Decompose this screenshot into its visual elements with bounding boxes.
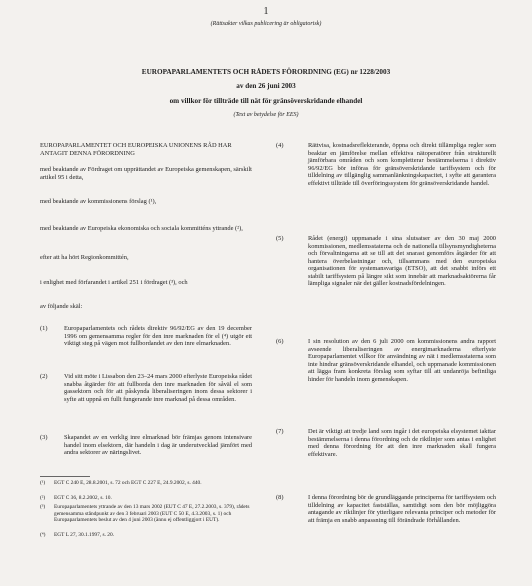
footnote-marker: (¹) xyxy=(40,480,46,486)
footnote-text: EGT L 27, 30.1.1997, s. 20. xyxy=(54,532,115,538)
recital-number: (3) xyxy=(40,434,48,441)
recital-text: Rättvisa, kostnadsreflekterande, öppna och direkt tillämpliga regler som beaktar en jämförelse mellan effektiva nätoperatörer från strukturellt jämförbara områden och som kompletterar bestämmelserna i direktiv 96/92/EG bör införas för gränsöverskridande tariffsystem och för tilldelning av tillgänglig sammanlänkningskapacitet, i syfte att garantera effektivt tillträde till överföringssystem för gränsöverskridande handel. xyxy=(308,142,496,187)
recital-text: Det är viktigt att tredje land som ingår i det europeiska elsystemet iakttar bestämmelserna i denna förordning och de riktlinjer som antas i enlighet med denna förordning för att den inre marknaden skall fungera effektivare. xyxy=(308,428,496,458)
recital-number: (6) xyxy=(276,338,284,345)
page-number: 1 xyxy=(263,6,269,17)
recital-number: (7) xyxy=(276,428,284,435)
footnote-marker: (³) xyxy=(40,504,46,510)
footnote-marker: (²) xyxy=(40,495,46,501)
recital-number: (1) xyxy=(40,325,48,332)
footnote-separator xyxy=(40,476,90,477)
recital-number: (4) xyxy=(276,142,284,149)
regulation-subject: om villkor för tillträde till nät för gränsöverskridande elhandel xyxy=(169,97,363,105)
recital-text: I sin resolution av den 6 juli 2000 om kommissionens andra rapport avseende liberaliseringen av energimarknaderna efterlyste Europaparlamentet villkor för användning av nät i medlemsstaterna som inte hindrar gränsöverskridande elhandel, och uppmanade kommissionen att lägga fram konkreta förslag som syftar till att undanröja befintliga hinder för handeln inom gemenskapen. xyxy=(308,338,496,383)
regulation-date: av den 26 juni 2003 xyxy=(236,82,296,90)
eea-relevance-note: (Text av betydelse för EES) xyxy=(233,112,299,118)
recital-number: (8) xyxy=(276,494,284,501)
citation-proposal: med beaktande av kommissionens förslag (¹), xyxy=(40,198,157,205)
citation-treaty: med beaktande av Fördraget om upprättandet av Europeiska gemenskapen, särskilt artikel 95 i detta, xyxy=(40,166,252,181)
recital-text: I denna förordning bör de grundläggande principerna för tariffsystem och tilldelning av kapacitet fastställas, samtidigt som den bör möjliggöra antagande av riktlinjer för ytterligare relevanta principer och metoder för att främja en snabb anpassning till förändrade förhållanden. xyxy=(308,494,496,524)
regulation-title: EUROPAPARLAMENTETS OCH RÅDETS FÖRORDNING (EG) nr 1228/2003 xyxy=(141,68,391,76)
recital-number: (5) xyxy=(276,235,284,242)
footnote-text: Europaparlamentets yttrande av den 13 mars 2002 (EUT C 47 E, 27.2.2003, s. 379), rådets gemensamma ståndpunkt av den 3 februari 2003 (EUT C 50 E, 4.3.2003, s. 1) och Europaparlamentets beslut av den 4 juni 2003 (ännu ej offentliggjort i EUT). xyxy=(54,504,250,524)
citation-regions: efter att ha hört Regionkommittén, xyxy=(40,254,129,261)
recital-text: Vid sitt möte i Lissabon den 23–24 mars 2000 efterlyste Europeiska rådet snabba åtgärder för att fullborda den inre marknaden för såväl el som gassektorn och för att påskynda liberaliseringen inom dessa sektorer i syfte att uppnå en fullt fungerande inre marknad på dessa områden. xyxy=(64,373,252,403)
publication-tag: (Rättsakter vilkas publicering är obligatorisk) xyxy=(210,21,322,27)
citation-procedure: i enlighet med förfarandet i artikel 251 i fördraget (³), och xyxy=(40,279,188,286)
preamble-intro: EUROPAPARLAMENTET OCH EUROPEISKA UNIONENS RÅD HAR ANTAGIT DENNA FÖRORDNING xyxy=(40,142,232,157)
footnote-marker: (⁴) xyxy=(40,532,46,538)
footnote-text: EGT C 36, 8.2.2002, s. 10. xyxy=(54,495,112,501)
citation-esc: med beaktande av Europeiska ekonomiska och sociala kommitténs yttrande (²), xyxy=(40,225,243,232)
recital-number: (2) xyxy=(40,373,48,380)
footnote-text: EGT C 240 E, 28.8.2001, s. 72 och EGT C 227 E, 24.9.2002, s. 440. xyxy=(54,480,202,486)
recital-text: Rådet (energi) uppmanade i sina slutsatser av den 30 maj 2000 kommissionen, medlemsstaterna och de nationella tillsynsmyndigheterna och förvaltningarna att se till att det snarast genomförs åtgärder för att hantera överbelastningar och, tillsammans med den europeiska organisationen för systemansvariga (ETSO), att det snabbt införs ett stabilt tariffsystem på längre sikt som innebär att marknadsaktörerna får lämpliga signaler när det gäller kostnadsfördelningen. xyxy=(308,235,496,287)
recitals-intro: av följande skäl: xyxy=(40,303,83,310)
recital-text: Europaparlamentets och rådets direktiv 96/92/EG av den 19 december 1996 om gemensamma regler för den inre marknaden för el (⁴) utgör ett viktigt steg på vägen mot fullbordandet av den inre elmarknaden. xyxy=(64,325,252,347)
recital-text: Skapandet av en verklig inre elmarknad bör främjas genom intensivare handel inom elsektorn, där handeln i dag är underutvecklad jämfört med andra sektorer av näringslivet. xyxy=(64,434,252,456)
